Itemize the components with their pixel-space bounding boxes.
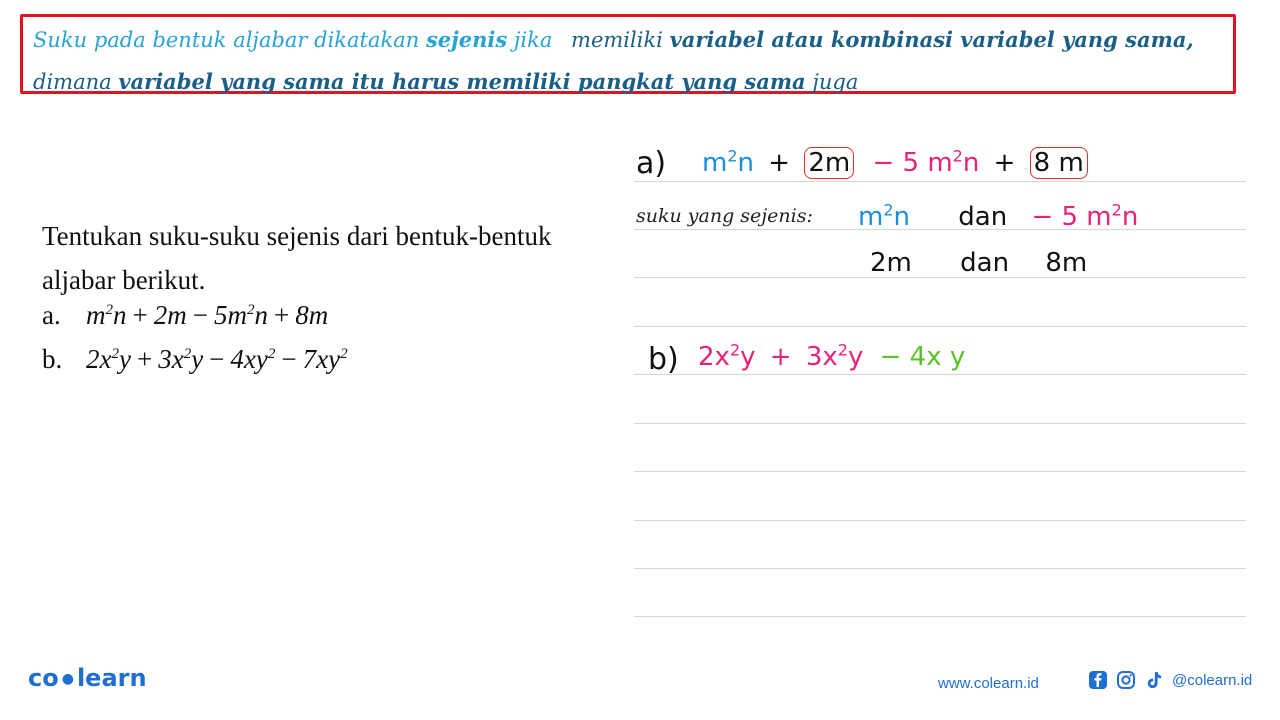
ruled-line (634, 326, 1246, 327)
suku-sejenis-label: suku yang sejenis: (636, 205, 813, 227)
ruled-line (634, 520, 1246, 521)
solution-a-expression: $m^2n + 2m - 5$ $m^2n + 8$ m (702, 146, 1088, 178)
social-links (1088, 670, 1252, 690)
ruled-line (634, 471, 1246, 472)
similar-terms-row-1: $m^2n$ dan − 5 $m^2n$ (858, 200, 1139, 232)
question-line-1: Tentukan suku-suku sejenis dari bentuk-bentuk (42, 221, 552, 251)
colearn-logo: co ● learn (28, 664, 147, 692)
instagram-icon[interactable] (1116, 670, 1136, 690)
definition-line-1: Suku pada bentuk aljabar dikatakan sejenis jika memiliki variabel atau kombinasi variabel yang sama, (33, 27, 1194, 52)
ruled-line (634, 181, 1246, 182)
solution-a-label: a) (636, 146, 667, 181)
question-item-b: b. $2x^2y + 3x^2y - 4xy^2 - 7xy^2$ (42, 344, 348, 374)
facebook-icon[interactable] (1088, 670, 1108, 690)
question-text (42, 214, 552, 302)
tiktok-icon[interactable] (1144, 670, 1164, 690)
definition-line-2: dimana variabel yang sama itu harus memiliki pangkat yang sama juga (33, 69, 859, 94)
question-item-a: a. $m^2n + 2m - 5m^2n + 8m$ (42, 300, 329, 330)
ruled-line (634, 616, 1246, 617)
social-handle[interactable]: @colearn.id (1172, 671, 1253, 689)
ruled-line (634, 423, 1246, 424)
similar-terms-row-2: 2m dan 8m (870, 248, 1088, 278)
solution-b-label: b) (648, 342, 679, 377)
website-url[interactable]: www.colearn.id (938, 675, 1039, 692)
ruled-line (634, 374, 1246, 375)
solution-b-expression: $2x^2y + 3x^2y - 4x$ y (698, 340, 966, 372)
ruled-line (634, 568, 1246, 569)
definition-box (20, 14, 1236, 94)
question-line-2: aljabar berikut. (42, 265, 206, 295)
